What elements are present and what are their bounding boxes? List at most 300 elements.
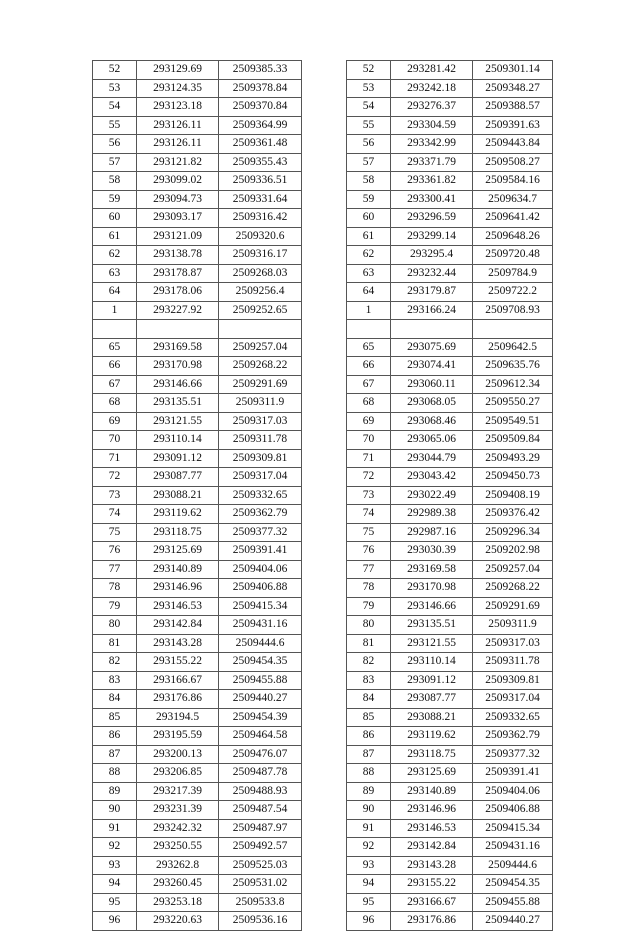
y-coordinate-cell: 2509377.32 bbox=[219, 523, 302, 542]
table-row bbox=[347, 227, 553, 246]
x-coordinate-cell: 293146.53 bbox=[391, 819, 473, 838]
table-row bbox=[93, 801, 302, 820]
table-row bbox=[93, 468, 302, 487]
x-coordinate-cell: 293118.75 bbox=[137, 523, 219, 542]
table-row bbox=[347, 542, 553, 561]
point-id-cell: 69 bbox=[93, 412, 137, 431]
x-coordinate-cell: 293140.89 bbox=[137, 560, 219, 579]
point-id-cell: 90 bbox=[347, 801, 391, 820]
x-coordinate-cell: 293146.96 bbox=[137, 579, 219, 598]
table-row bbox=[93, 727, 302, 746]
point-id-cell: 63 bbox=[347, 264, 391, 283]
y-coordinate-cell: 2509720.48 bbox=[473, 246, 553, 265]
point-id-cell: 59 bbox=[93, 190, 137, 209]
x-coordinate-cell: 293022.49 bbox=[391, 486, 473, 505]
table-row bbox=[347, 653, 553, 672]
table-row bbox=[93, 486, 302, 505]
table-row bbox=[93, 579, 302, 598]
x-coordinate-cell: 293304.59 bbox=[391, 116, 473, 135]
x-coordinate-cell: 293371.79 bbox=[391, 153, 473, 172]
table-row bbox=[93, 653, 302, 672]
table-row bbox=[347, 579, 553, 598]
table-row bbox=[93, 542, 302, 561]
y-coordinate-cell: 2509406.88 bbox=[219, 579, 302, 598]
y-coordinate-cell: 2509493.29 bbox=[473, 449, 553, 468]
point-id-cell: 83 bbox=[347, 671, 391, 690]
table-row bbox=[93, 116, 302, 135]
x-coordinate-cell: 293166.24 bbox=[391, 301, 473, 320]
table-row bbox=[93, 912, 302, 931]
y-coordinate-cell: 2509440.27 bbox=[219, 690, 302, 709]
y-coordinate-cell: 2509202.98 bbox=[473, 542, 553, 561]
table-row bbox=[347, 172, 553, 191]
y-coordinate-cell: 2509454.35 bbox=[219, 653, 302, 672]
y-coordinate-cell: 2509370.84 bbox=[219, 98, 302, 117]
y-coordinate-cell: 2509487.78 bbox=[219, 764, 302, 783]
x-coordinate-cell: 293166.67 bbox=[391, 893, 473, 912]
point-id-cell: 77 bbox=[347, 560, 391, 579]
y-coordinate-cell: 2509784.9 bbox=[473, 264, 553, 283]
y-coordinate-cell: 2509291.69 bbox=[219, 375, 302, 394]
table-row bbox=[347, 727, 553, 746]
x-coordinate-cell: 293093.17 bbox=[137, 209, 219, 228]
x-coordinate-cell: 293242.32 bbox=[137, 819, 219, 838]
table-row bbox=[93, 79, 302, 98]
point-id-cell: 66 bbox=[93, 357, 137, 376]
table-row bbox=[347, 135, 553, 154]
table-row bbox=[347, 449, 553, 468]
x-coordinate-cell: 293227.92 bbox=[137, 301, 219, 320]
table-row bbox=[93, 634, 302, 653]
table-row bbox=[347, 283, 553, 302]
point-id-cell: 75 bbox=[347, 523, 391, 542]
y-coordinate-cell: 2509508.27 bbox=[473, 153, 553, 172]
table-row bbox=[93, 357, 302, 376]
x-coordinate-cell: 293206.85 bbox=[137, 764, 219, 783]
point-id-cell: 71 bbox=[347, 449, 391, 468]
point-id-cell: 63 bbox=[93, 264, 137, 283]
point-id-cell: 64 bbox=[347, 283, 391, 302]
x-coordinate-cell: 293170.98 bbox=[137, 357, 219, 376]
point-id-cell: 56 bbox=[347, 135, 391, 154]
point-id-cell: 58 bbox=[93, 172, 137, 191]
x-coordinate-cell: 293124.35 bbox=[137, 79, 219, 98]
table-row bbox=[347, 634, 553, 653]
point-id-cell: 54 bbox=[347, 98, 391, 117]
table-row bbox=[347, 856, 553, 875]
table-row bbox=[347, 116, 553, 135]
y-coordinate-cell: 2509301.14 bbox=[473, 61, 553, 80]
table-row bbox=[347, 560, 553, 579]
y-coordinate-cell: 2509404.06 bbox=[473, 782, 553, 801]
table-row bbox=[93, 264, 302, 283]
x-coordinate-cell: 293138.78 bbox=[137, 246, 219, 265]
point-id-cell: 67 bbox=[93, 375, 137, 394]
point-id-cell: 91 bbox=[347, 819, 391, 838]
y-coordinate-cell: 2509309.81 bbox=[219, 449, 302, 468]
point-id-cell: 93 bbox=[347, 856, 391, 875]
x-coordinate-cell: 293088.21 bbox=[391, 708, 473, 727]
x-coordinate-cell: 293091.12 bbox=[391, 671, 473, 690]
table-row bbox=[347, 801, 553, 820]
point-id-cell bbox=[93, 320, 137, 339]
table-row bbox=[347, 523, 553, 542]
x-coordinate-cell: 293296.59 bbox=[391, 209, 473, 228]
x-coordinate-cell: 293178.06 bbox=[137, 283, 219, 302]
y-coordinate-cell: 2509492.57 bbox=[219, 838, 302, 857]
x-coordinate-cell: 293135.51 bbox=[137, 394, 219, 413]
point-id-cell: 81 bbox=[93, 634, 137, 653]
y-coordinate-cell: 2509415.34 bbox=[219, 597, 302, 616]
x-coordinate-cell: 293121.55 bbox=[391, 634, 473, 653]
x-coordinate-cell: 293135.51 bbox=[391, 616, 473, 635]
point-id-cell: 96 bbox=[347, 912, 391, 931]
y-coordinate-cell: 2509332.65 bbox=[219, 486, 302, 505]
y-coordinate-cell: 2509362.79 bbox=[219, 505, 302, 524]
table-row bbox=[347, 357, 553, 376]
point-id-cell: 82 bbox=[347, 653, 391, 672]
x-coordinate-cell: 293129.69 bbox=[137, 61, 219, 80]
x-coordinate-cell: 293099.02 bbox=[137, 172, 219, 191]
y-coordinate-cell: 2509296.34 bbox=[473, 523, 553, 542]
point-id-cell: 96 bbox=[93, 912, 137, 931]
blank-row bbox=[347, 320, 553, 339]
x-coordinate-cell: 293142.84 bbox=[137, 616, 219, 635]
point-id-cell: 68 bbox=[93, 394, 137, 413]
y-coordinate-cell: 2509444.6 bbox=[473, 856, 553, 875]
x-coordinate-cell: 293146.53 bbox=[137, 597, 219, 616]
point-id-cell: 68 bbox=[347, 394, 391, 413]
y-coordinate-cell: 2509361.48 bbox=[219, 135, 302, 154]
y-coordinate-cell: 2509317.03 bbox=[219, 412, 302, 431]
point-id-cell: 78 bbox=[93, 579, 137, 598]
table-row bbox=[93, 98, 302, 117]
table-row bbox=[93, 616, 302, 635]
x-coordinate-cell: 293166.67 bbox=[137, 671, 219, 690]
x-coordinate-cell: 293176.86 bbox=[391, 912, 473, 931]
x-coordinate-cell: 293142.84 bbox=[391, 838, 473, 857]
x-coordinate-cell: 293074.41 bbox=[391, 357, 473, 376]
y-coordinate-cell: 2509316.17 bbox=[219, 246, 302, 265]
x-coordinate-cell: 293276.37 bbox=[391, 98, 473, 117]
point-id-cell: 54 bbox=[93, 98, 137, 117]
x-coordinate-cell: 293043.42 bbox=[391, 468, 473, 487]
x-coordinate-cell: 293146.66 bbox=[391, 597, 473, 616]
x-coordinate-cell: 293260.45 bbox=[137, 875, 219, 894]
y-coordinate-cell: 2509385.33 bbox=[219, 61, 302, 80]
y-coordinate-cell: 2509317.04 bbox=[473, 690, 553, 709]
table-row bbox=[93, 227, 302, 246]
y-coordinate-cell: 2509391.41 bbox=[473, 764, 553, 783]
x-coordinate-cell: 293178.87 bbox=[137, 264, 219, 283]
y-coordinate-cell: 2509317.04 bbox=[219, 468, 302, 487]
point-id-cell: 58 bbox=[347, 172, 391, 191]
point-id-cell: 76 bbox=[347, 542, 391, 561]
y-coordinate-cell: 2509550.27 bbox=[473, 394, 553, 413]
table-row bbox=[93, 246, 302, 265]
point-id-cell: 78 bbox=[347, 579, 391, 598]
x-coordinate-cell: 293262.8 bbox=[137, 856, 219, 875]
table-row bbox=[347, 61, 553, 80]
point-id-cell: 73 bbox=[93, 486, 137, 505]
point-id-cell: 67 bbox=[347, 375, 391, 394]
y-coordinate-cell: 2509635.76 bbox=[473, 357, 553, 376]
point-id-cell: 95 bbox=[347, 893, 391, 912]
y-coordinate-cell: 2509257.04 bbox=[473, 560, 553, 579]
table-row bbox=[93, 301, 302, 320]
x-coordinate-cell: 293110.14 bbox=[137, 431, 219, 450]
y-coordinate-cell: 2509317.03 bbox=[473, 634, 553, 653]
y-coordinate-cell: 2509634.7 bbox=[473, 190, 553, 209]
point-id-cell: 86 bbox=[93, 727, 137, 746]
point-id-cell: 69 bbox=[347, 412, 391, 431]
x-coordinate-cell: 293110.14 bbox=[391, 653, 473, 672]
y-coordinate-cell: 2509584.16 bbox=[473, 172, 553, 191]
y-coordinate-cell: 2509488.93 bbox=[219, 782, 302, 801]
x-coordinate-cell bbox=[391, 320, 473, 339]
left-coordinate-table bbox=[92, 60, 302, 931]
point-id-cell: 86 bbox=[347, 727, 391, 746]
table-row bbox=[93, 690, 302, 709]
y-coordinate-cell: 2509268.22 bbox=[473, 579, 553, 598]
table-row bbox=[347, 98, 553, 117]
y-coordinate-cell: 2509455.88 bbox=[219, 671, 302, 690]
y-coordinate-cell: 2509364.99 bbox=[219, 116, 302, 135]
y-coordinate-cell: 2509648.26 bbox=[473, 227, 553, 246]
table-row bbox=[93, 893, 302, 912]
x-coordinate-cell: 293232.44 bbox=[391, 264, 473, 283]
table-row bbox=[93, 61, 302, 80]
y-coordinate-cell: 2509431.16 bbox=[219, 616, 302, 635]
x-coordinate-cell bbox=[137, 320, 219, 339]
y-coordinate-cell: 2509549.51 bbox=[473, 412, 553, 431]
y-coordinate-cell: 2509455.88 bbox=[473, 893, 553, 912]
y-coordinate-cell: 2509443.84 bbox=[473, 135, 553, 154]
x-coordinate-cell: 293217.39 bbox=[137, 782, 219, 801]
point-id-cell: 71 bbox=[93, 449, 137, 468]
x-coordinate-cell: 293126.11 bbox=[137, 135, 219, 154]
point-id-cell: 94 bbox=[347, 875, 391, 894]
point-id-cell: 60 bbox=[347, 209, 391, 228]
x-coordinate-cell: 293140.89 bbox=[391, 782, 473, 801]
table-row bbox=[347, 209, 553, 228]
right-coordinate-table bbox=[346, 60, 553, 931]
y-coordinate-cell: 2509533.8 bbox=[219, 893, 302, 912]
point-id-cell: 61 bbox=[93, 227, 137, 246]
point-id-cell bbox=[347, 320, 391, 339]
table-row bbox=[93, 153, 302, 172]
x-coordinate-cell: 293194.5 bbox=[137, 708, 219, 727]
point-id-cell: 62 bbox=[93, 246, 137, 265]
x-coordinate-cell: 293118.75 bbox=[391, 745, 473, 764]
table-row bbox=[93, 745, 302, 764]
x-coordinate-cell: 293030.39 bbox=[391, 542, 473, 561]
table-row bbox=[347, 468, 553, 487]
y-coordinate-cell: 2509362.79 bbox=[473, 727, 553, 746]
point-id-cell: 74 bbox=[347, 505, 391, 524]
point-id-cell: 64 bbox=[93, 283, 137, 302]
y-coordinate-cell: 2509256.4 bbox=[219, 283, 302, 302]
point-id-cell: 92 bbox=[93, 838, 137, 857]
y-coordinate-cell: 2509311.78 bbox=[473, 653, 553, 672]
table-row bbox=[347, 431, 553, 450]
table-row bbox=[93, 819, 302, 838]
y-coordinate-cell: 2509309.81 bbox=[473, 671, 553, 690]
table-row bbox=[93, 135, 302, 154]
table-row bbox=[93, 172, 302, 191]
table-row bbox=[347, 616, 553, 635]
x-coordinate-cell: 293044.79 bbox=[391, 449, 473, 468]
x-coordinate-cell: 293169.58 bbox=[391, 560, 473, 579]
table-row bbox=[93, 782, 302, 801]
table-row bbox=[93, 394, 302, 413]
x-coordinate-cell: 293087.77 bbox=[137, 468, 219, 487]
y-coordinate-cell: 2509291.69 bbox=[473, 597, 553, 616]
y-coordinate-cell: 2509440.27 bbox=[473, 912, 553, 931]
table-row bbox=[93, 523, 302, 542]
right-table-body bbox=[347, 61, 553, 931]
y-coordinate-cell bbox=[219, 320, 302, 339]
table-row bbox=[93, 671, 302, 690]
y-coordinate-cell: 2509476.07 bbox=[219, 745, 302, 764]
point-id-cell: 1 bbox=[347, 301, 391, 320]
x-coordinate-cell: 293119.62 bbox=[391, 727, 473, 746]
x-coordinate-cell: 293121.55 bbox=[137, 412, 219, 431]
x-coordinate-cell: 293123.18 bbox=[137, 98, 219, 117]
table-row bbox=[93, 505, 302, 524]
y-coordinate-cell: 2509311.9 bbox=[473, 616, 553, 635]
y-coordinate-cell: 2509509.84 bbox=[473, 431, 553, 450]
point-id-cell: 55 bbox=[347, 116, 391, 135]
y-coordinate-cell: 2509408.19 bbox=[473, 486, 553, 505]
point-id-cell: 1 bbox=[93, 301, 137, 320]
table-row bbox=[93, 431, 302, 450]
x-coordinate-cell: 293143.28 bbox=[391, 856, 473, 875]
table-row bbox=[93, 560, 302, 579]
x-coordinate-cell: 293121.82 bbox=[137, 153, 219, 172]
table-row bbox=[93, 838, 302, 857]
point-id-cell: 89 bbox=[93, 782, 137, 801]
point-id-cell: 53 bbox=[93, 79, 137, 98]
point-id-cell: 88 bbox=[93, 764, 137, 783]
blank-row bbox=[93, 320, 302, 339]
y-coordinate-cell: 2509708.93 bbox=[473, 301, 553, 320]
y-coordinate-cell: 2509406.88 bbox=[473, 801, 553, 820]
y-coordinate-cell: 2509355.43 bbox=[219, 153, 302, 172]
point-id-cell: 60 bbox=[93, 209, 137, 228]
table-row bbox=[93, 283, 302, 302]
y-coordinate-cell: 2509311.9 bbox=[219, 394, 302, 413]
x-coordinate-cell: 293220.63 bbox=[137, 912, 219, 931]
x-coordinate-cell: 293126.11 bbox=[137, 116, 219, 135]
point-id-cell: 53 bbox=[347, 79, 391, 98]
point-id-cell: 85 bbox=[347, 708, 391, 727]
x-coordinate-cell: 293195.59 bbox=[137, 727, 219, 746]
x-coordinate-cell: 293299.14 bbox=[391, 227, 473, 246]
left-table-body bbox=[93, 61, 302, 931]
table-row bbox=[347, 190, 553, 209]
point-id-cell: 59 bbox=[347, 190, 391, 209]
y-coordinate-cell: 2509376.42 bbox=[473, 505, 553, 524]
y-coordinate-cell: 2509377.32 bbox=[473, 745, 553, 764]
x-coordinate-cell: 293119.62 bbox=[137, 505, 219, 524]
y-coordinate-cell: 2509311.78 bbox=[219, 431, 302, 450]
y-coordinate-cell: 2509316.42 bbox=[219, 209, 302, 228]
point-id-cell: 57 bbox=[347, 153, 391, 172]
table-row bbox=[93, 412, 302, 431]
table-row bbox=[347, 912, 553, 931]
table-row bbox=[93, 209, 302, 228]
point-id-cell: 62 bbox=[347, 246, 391, 265]
table-row bbox=[347, 671, 553, 690]
table-row bbox=[347, 301, 553, 320]
point-id-cell: 75 bbox=[93, 523, 137, 542]
y-coordinate-cell: 2509641.42 bbox=[473, 209, 553, 228]
point-id-cell: 77 bbox=[93, 560, 137, 579]
y-coordinate-cell: 2509464.58 bbox=[219, 727, 302, 746]
y-coordinate-cell: 2509320.6 bbox=[219, 227, 302, 246]
x-coordinate-cell: 293146.66 bbox=[137, 375, 219, 394]
point-id-cell: 76 bbox=[93, 542, 137, 561]
y-coordinate-cell: 2509431.16 bbox=[473, 838, 553, 857]
y-coordinate-cell: 2509454.39 bbox=[219, 708, 302, 727]
table-row bbox=[93, 597, 302, 616]
point-id-cell: 84 bbox=[93, 690, 137, 709]
x-coordinate-cell: 293060.11 bbox=[391, 375, 473, 394]
y-coordinate-cell: 2509391.63 bbox=[473, 116, 553, 135]
point-id-cell: 94 bbox=[93, 875, 137, 894]
x-coordinate-cell: 293342.99 bbox=[391, 135, 473, 154]
point-id-cell: 87 bbox=[347, 745, 391, 764]
point-id-cell: 65 bbox=[93, 338, 137, 357]
point-id-cell: 66 bbox=[347, 357, 391, 376]
x-coordinate-cell: 292987.16 bbox=[391, 523, 473, 542]
y-coordinate-cell: 2509536.16 bbox=[219, 912, 302, 931]
table-row bbox=[93, 764, 302, 783]
x-coordinate-cell: 293250.55 bbox=[137, 838, 219, 857]
table-row bbox=[93, 190, 302, 209]
point-id-cell: 79 bbox=[93, 597, 137, 616]
table-row bbox=[347, 745, 553, 764]
x-coordinate-cell: 293295.4 bbox=[391, 246, 473, 265]
x-coordinate-cell: 293170.98 bbox=[391, 579, 473, 598]
x-coordinate-cell: 293253.18 bbox=[137, 893, 219, 912]
table-row bbox=[93, 708, 302, 727]
x-coordinate-cell: 293155.22 bbox=[137, 653, 219, 672]
x-coordinate-cell: 293068.46 bbox=[391, 412, 473, 431]
point-id-cell: 74 bbox=[93, 505, 137, 524]
y-coordinate-cell: 2509404.06 bbox=[219, 560, 302, 579]
y-coordinate-cell: 2509336.51 bbox=[219, 172, 302, 191]
point-id-cell: 84 bbox=[347, 690, 391, 709]
y-coordinate-cell: 2509531.02 bbox=[219, 875, 302, 894]
x-coordinate-cell: 293068.05 bbox=[391, 394, 473, 413]
point-id-cell: 57 bbox=[93, 153, 137, 172]
x-coordinate-cell: 293200.13 bbox=[137, 745, 219, 764]
x-coordinate-cell: 293176.86 bbox=[137, 690, 219, 709]
table-row bbox=[347, 505, 553, 524]
table-row bbox=[347, 690, 553, 709]
point-id-cell: 93 bbox=[93, 856, 137, 875]
y-coordinate-cell: 2509444.6 bbox=[219, 634, 302, 653]
y-coordinate-cell: 2509487.97 bbox=[219, 819, 302, 838]
point-id-cell: 73 bbox=[347, 486, 391, 505]
point-id-cell: 72 bbox=[93, 468, 137, 487]
table-row bbox=[347, 764, 553, 783]
point-id-cell: 82 bbox=[93, 653, 137, 672]
y-coordinate-cell: 2509454.35 bbox=[473, 875, 553, 894]
x-coordinate-cell: 293075.69 bbox=[391, 338, 473, 357]
